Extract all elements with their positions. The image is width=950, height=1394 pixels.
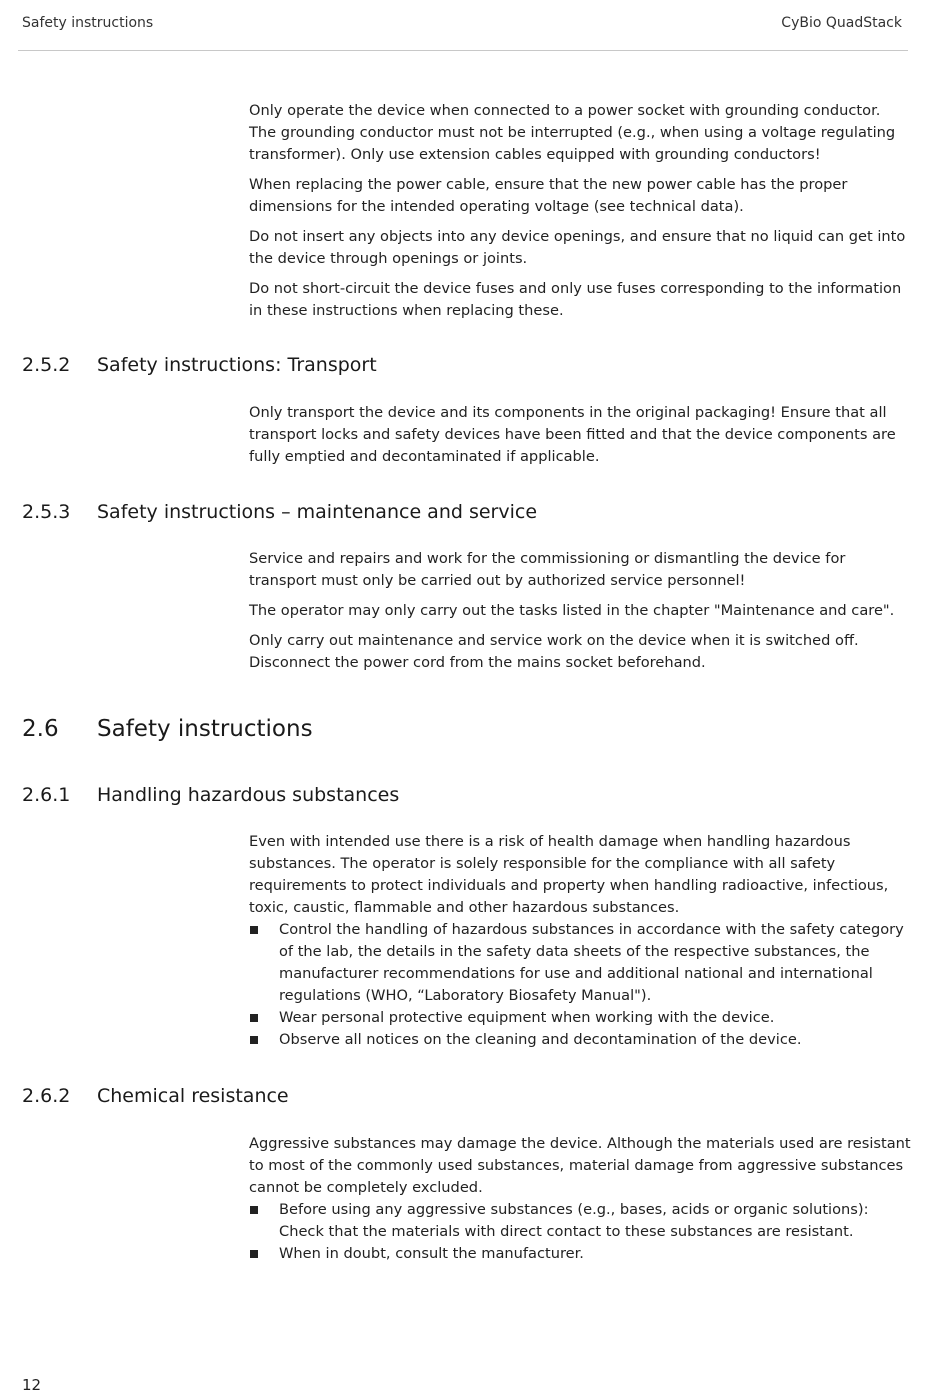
hazardous-intro-paragraph: Even with intended use there is a risk of health damage when handling hazardous substances. The operator is solely responsible for the compliance with all safety requirements to protect individuals and property when handling radioactive, infectious, toxic, caustic, flammable and other hazardous substances.: [249, 833, 889, 916]
section-heading-chemical: [22, 1085, 289, 1107]
section-heading-transport: [22, 354, 377, 376]
list-item-text: Control the handling of hazardous substances in accordance with the safety category of the lab, the details in the safety data sheets of the respective substances, the manufacturer recommendations for use and additional national and international regulations (WHO, “Laboratory Biosafety Manual").: [279, 921, 904, 1004]
section-title: Chemical resistance: [97, 1085, 289, 1107]
section-number: 2.6.1: [22, 784, 71, 806]
bullet-square-icon: [250, 1250, 258, 1258]
list-item: [249, 1243, 911, 1265]
section-number: 2.5.2: [22, 354, 71, 376]
section-title: Handling hazardous substances: [97, 784, 400, 806]
section-number: 2.5.3: [22, 501, 71, 523]
bullet-square-icon: [250, 1206, 258, 1214]
fuses-paragraph: Do not short-circuit the device fuses and only use fuses corresponding to the information in these instructions when replacing these.: [249, 280, 902, 319]
section-heading-safety-instructions: [22, 716, 313, 742]
section-title: Safety instructions: [97, 716, 313, 742]
grounding-paragraph: Only operate the device when connected to a power socket with grounding conductor. The grounding conductor must not be interrupted (e.g., when using a voltage regulating transformer). Only use extension cables equipped with grounding conductors!: [249, 102, 896, 163]
bullet-square-icon: [250, 926, 258, 934]
section-heading-hazardous: [22, 784, 399, 806]
section-heading-maintenance: [22, 501, 537, 523]
section-title: Safety instructions – maintenance and service: [97, 501, 538, 523]
section-title: Safety instructions: Transport: [97, 354, 377, 376]
operator-tasks-paragraph: The operator may only carry out the tasks listed in the chapter "Maintenance and care".: [249, 602, 895, 619]
device-openings-paragraph: Do not insert any objects into any device openings, and ensure that no liquid can get into the device through openings or joints.: [249, 228, 906, 267]
bullet-square-icon: [250, 1014, 258, 1022]
chemical-bullet-list: [249, 1199, 911, 1265]
list-item: [249, 1029, 911, 1051]
list-item: [249, 1007, 911, 1029]
list-item-text: Before using any aggressive substances (e.g., bases, acids or organic solutions): Check that the materials with direct contact to these substances are resistant.: [279, 1201, 869, 1240]
page-header: [18, 0, 908, 51]
power-cable-paragraph: When replacing the power cable, ensure that the new power cable has the proper dimensions for the intended operating voltage (see technical data).: [249, 176, 848, 215]
section-number: 2.6.2: [22, 1085, 71, 1107]
service-personnel-paragraph: Service and repairs and work for the commissioning or dismantling the device for transport must only be carried out by authorized service personnel!: [249, 550, 846, 589]
bullet-square-icon: [250, 1036, 258, 1044]
list-item-text: Wear personal protective equipment when working with the device.: [279, 1009, 775, 1026]
header-product-name: CyBio QuadStack: [781, 15, 902, 31]
page-number: 12: [22, 1376, 42, 1394]
hazardous-bullet-list: [249, 919, 911, 1051]
transport-paragraph: Only transport the device and its components in the original packaging! Ensure that all transport locks and safety devices have been fitted and that the device components are fully emptied and decontaminated if applicable.: [249, 404, 896, 465]
header-section-title: Safety instructions: [22, 15, 154, 31]
chemical-intro-paragraph: Aggressive substances may damage the device. Although the materials used are resistant to most of the commonly used substances, material damage from aggressive substances cannot be completely excluded.: [249, 1135, 911, 1196]
list-item-text: When in doubt, consult the manufacturer.: [279, 1245, 584, 1262]
list-item: [249, 919, 911, 1007]
section-number: 2.6: [22, 716, 59, 742]
list-item-text: Observe all notices on the cleaning and decontamination of the device.: [279, 1031, 802, 1048]
switched-off-paragraph: Only carry out maintenance and service work on the device when it is switched off. Disconnect the power cord from the mains socket beforehand.: [249, 632, 859, 671]
list-item: [249, 1199, 911, 1243]
